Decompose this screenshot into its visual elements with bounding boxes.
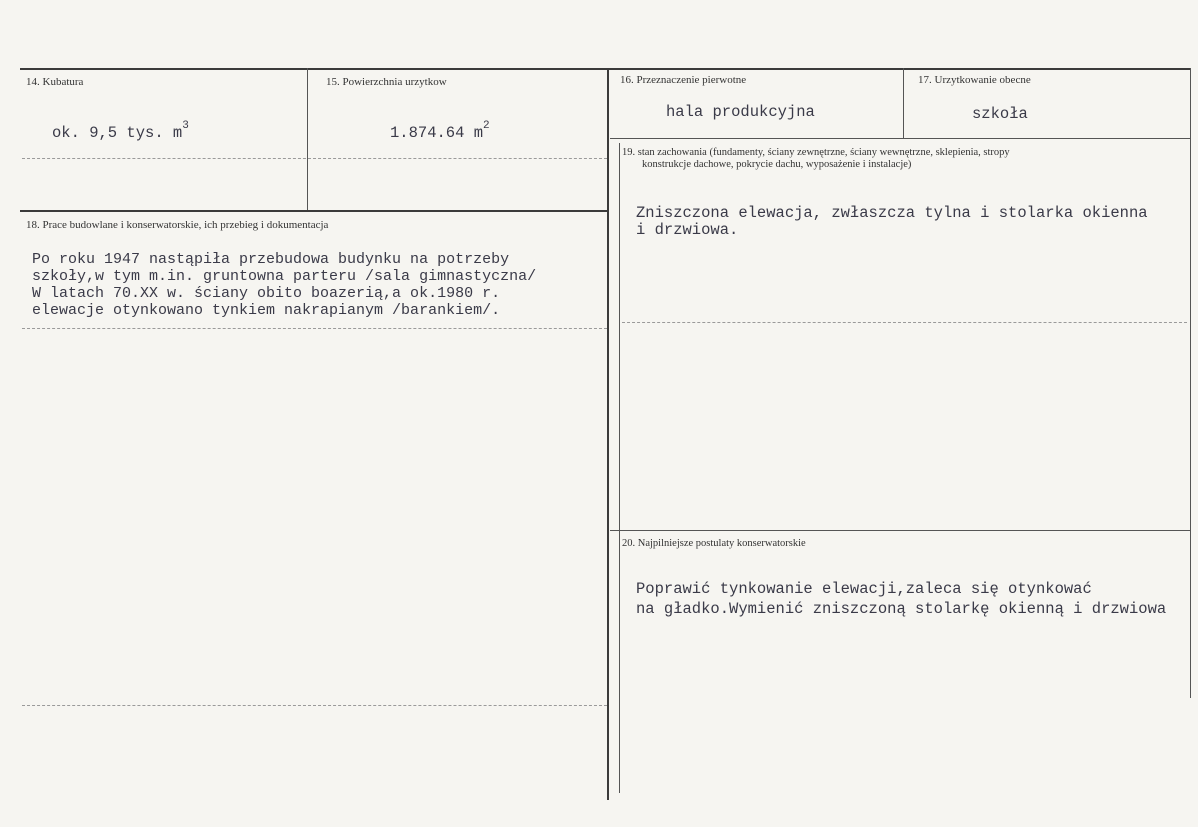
dotted-rule [22, 328, 607, 329]
rule-above-20 [610, 530, 1190, 531]
dotted-rule [22, 705, 607, 706]
field-14-value-text: ok. 9,5 tys. m [52, 124, 183, 142]
field-19-line-2: i drzwiowa. [636, 221, 739, 239]
field-15-label: 15. Powierzchnia urzytkow [326, 76, 447, 88]
field-16-label: 16. Przeznaczenie pierwotne [620, 74, 747, 86]
center-divider [607, 68, 609, 800]
field-18-line-3: W latach 70.XX w. ściany obito boazerią,a ok.1980 r. [32, 285, 501, 302]
field-15-value-text: 1.874.64 m [390, 124, 484, 142]
field-18-label: 18. Prace budowlane i konserwatorskie, ich przebieg i dokumentacja [26, 219, 329, 231]
right-edge [1190, 68, 1191, 698]
field-17-label: 17. Urzytkowanie obecne [918, 74, 1031, 86]
left-edge-19 [619, 143, 620, 793]
field-18-line-2: szkoły,w tym m.in. gruntowna parteru /sala gimnastyczna/ [32, 268, 537, 285]
field-18-line-4: elewacje otynkowano tynkiem nakrapianym /barankiem/. [32, 302, 501, 319]
field-19-line-1: Zniszczona elewacja, zwłaszcza tylna i stolarka okienna [636, 204, 1148, 222]
divider-14-15 [307, 68, 308, 210]
rule-under-16-17 [610, 138, 1190, 139]
divider-16-17 [903, 68, 904, 138]
field-20-line-2: na gładko.Wymienić zniszczoną stolarkę okienną i drzwiowa [636, 600, 1167, 618]
field-19-label-line2: konstrukcje dachowe, pokrycie dachu, wyposażenie i instalacje) [642, 159, 912, 170]
field-15-exponent: 2 [483, 120, 490, 132]
field-16-value: hala produkcyjna [666, 103, 815, 121]
field-17-value: szkoła [972, 105, 1028, 123]
field-14-exponent: 3 [182, 120, 189, 132]
field-18-line-1: Po roku 1947 nastąpiła przebudowa budynku na potrzeby [32, 251, 510, 268]
field-14-value [52, 117, 189, 143]
field-15-value [390, 117, 490, 143]
field-19-label-line1: 19. stan zachowania (fundamenty, ściany zewnętrzne, ściany wewnętrzne, sklepienia, stropy [622, 147, 1010, 158]
field-14-label: 14. Kubatura [26, 76, 84, 88]
dotted-rule [22, 158, 607, 159]
dotted-rule [622, 322, 1187, 323]
rule-above-18 [20, 210, 608, 212]
field-20-line-1: Poprawić tynkowanie elewacji,zaleca się otynkować [636, 580, 1092, 598]
top-rule [20, 68, 1190, 70]
field-20-label: 20. Najpilniejsze postulaty konserwatorskie [622, 538, 806, 549]
